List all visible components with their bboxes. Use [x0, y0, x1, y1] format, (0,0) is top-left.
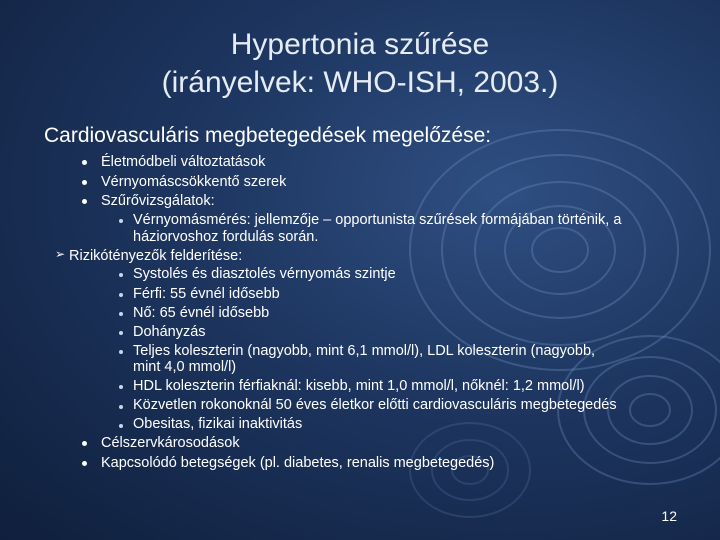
round-bullet-icon	[82, 180, 87, 185]
round-bullet-icon	[82, 461, 87, 466]
list-item-continuation: háziorvoshoz fordulás során.	[133, 229, 319, 245]
sub-bullet-icon	[119, 312, 123, 316]
sub-bullet-icon	[119, 293, 123, 297]
round-bullet-icon	[82, 199, 87, 204]
list-item: Életmódbeli változtatások	[101, 154, 266, 170]
arrow-bullet-icon: ➢	[55, 247, 66, 261]
list-item: Systolés és diasztolés vérnyomás szintje	[133, 266, 396, 282]
list-item: Obesitas, fizikai inaktivitás	[133, 416, 303, 432]
section-heading: Cardiovasculáris megbetegedések megelőzése:	[44, 124, 492, 147]
round-bullet-icon	[82, 441, 87, 446]
list-item: Szűrővizsgálatok:	[101, 193, 215, 209]
sub-bullet-icon	[119, 385, 123, 389]
list-item: Teljes koleszterin (nagyobb, mint 6,1 mmol/l), LDL koleszterin (nagyobb,	[133, 343, 596, 359]
list-item: HDL koleszterin férfiaknál: kisebb, mint 1,0 mmol/l, nőknél: 1,2 mmol/l)	[133, 378, 585, 394]
list-item: Dohányzás	[133, 324, 206, 340]
list-item: Vérnyomásmérés: jellemzője – opportunista szűrések formájában történik, a	[133, 212, 622, 228]
list-item: Férfi: 55 évnél idősebb	[133, 286, 280, 302]
sub-bullet-icon	[119, 424, 123, 428]
sub-bullet-icon	[119, 405, 123, 409]
page-number: 12	[661, 508, 677, 524]
list-item: Nő: 65 évnél idősebb	[133, 305, 270, 321]
title-line-2: (irányelvek: WHO-ISH, 2003.)	[161, 66, 559, 99]
list-item: Rizikótényezők felderítése:	[69, 248, 243, 264]
list-item: Vérnyomáscsökkentő szerek	[101, 174, 287, 190]
list-item-continuation: mint 4,0 mmol/l)	[133, 359, 237, 375]
sub-bullet-icon	[119, 331, 123, 335]
sub-bullet-icon	[119, 350, 123, 354]
list-item: Kapcsolódó betegségek (pl. diabetes, renalis megbetegedés)	[101, 455, 495, 471]
list-item: Közvetlen rokonoknál 50 éves életkor előtti cardiovasculáris megbetegedés	[133, 397, 617, 413]
list-item: Célszervkárosodások	[101, 435, 240, 451]
round-bullet-icon	[82, 160, 87, 165]
sub-bullet-icon	[119, 219, 123, 223]
title-line-1: Hypertonia szűrése	[230, 28, 490, 61]
sub-bullet-icon	[119, 273, 123, 277]
